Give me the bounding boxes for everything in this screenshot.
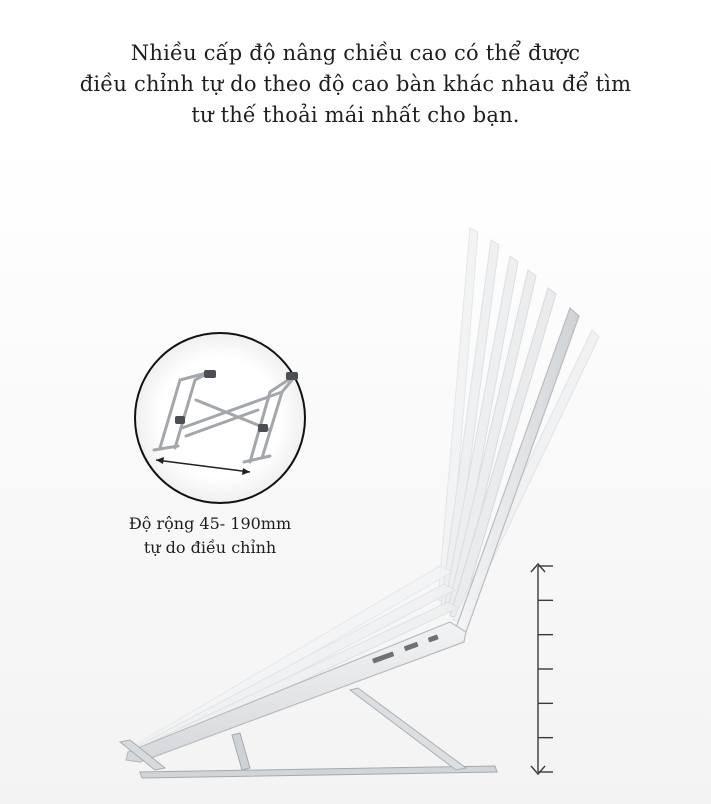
- width-caption-line-1: Độ rộng 45- 190mm: [128, 514, 292, 533]
- stand-detail-circle: [135, 333, 305, 503]
- stand-pad: [286, 372, 298, 380]
- backdrop: [0, 140, 711, 804]
- width-caption-line-2: tự do điều chỉnh: [143, 538, 277, 557]
- headline-line-3: tư thế thoải mái nhất cho bạn.: [191, 103, 520, 127]
- stand-pad: [175, 416, 185, 424]
- headline-line-2: điều chỉnh tự do theo độ cao bàn khác nhau để tìm: [79, 72, 632, 96]
- width-caption: [110, 512, 310, 560]
- stand-pad: [204, 370, 216, 378]
- headline-line-1: Nhiều cấp độ nâng chiều cao có thể được: [130, 41, 581, 65]
- stand-pad: [258, 424, 268, 432]
